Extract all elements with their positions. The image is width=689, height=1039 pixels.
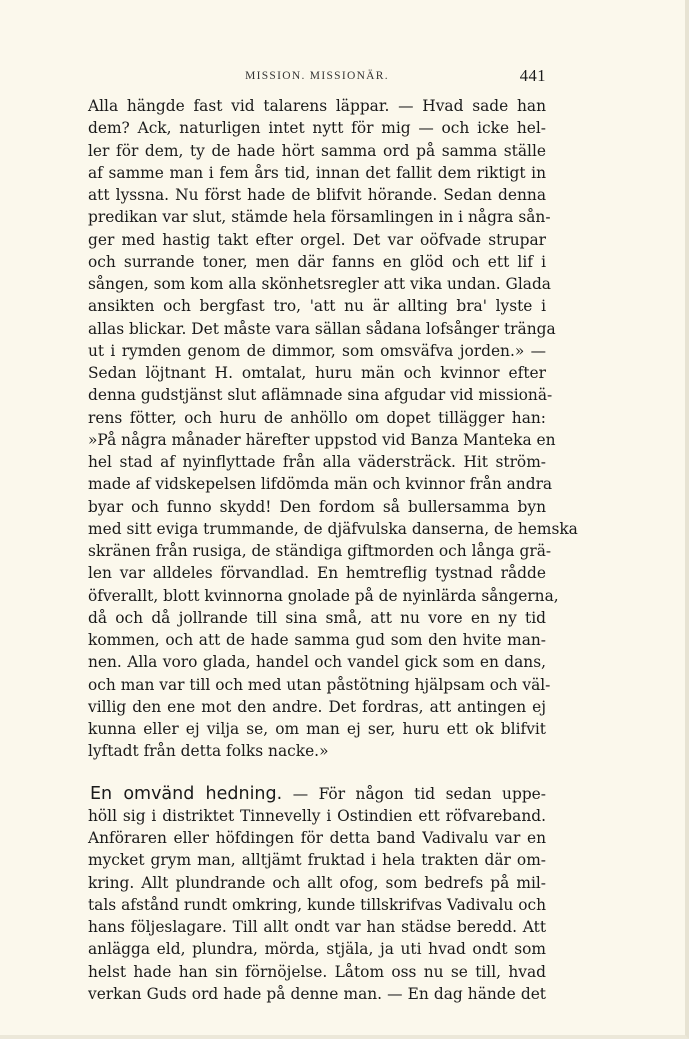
text-line: då och då jollrande till sina små, att nu vore en ny tid bbox=[88, 608, 546, 627]
section-first-line-text: — För någon tid sedan uppe- bbox=[292, 784, 546, 803]
text-line: ansikten och bergfast tro, 'att nu är allting bra' lyste i bbox=[88, 297, 546, 316]
text-line: villig den ene mot den andre. Det fordras, att antingen ej bbox=[88, 697, 546, 716]
text-line: Alla hängde fast vid talarens läppar. — Hvad sade han bbox=[88, 97, 546, 115]
text-line: öfverallt, blott kvinnorna gnolade på de nyinlärda sångerna, bbox=[88, 586, 559, 605]
text-line: höll sig i distriktet Tinnevelly i Ostindien ett röfvareband. bbox=[88, 806, 546, 825]
running-head bbox=[88, 66, 546, 86]
text-line: nen. Alla voro glada, handel och vandel gick som en dans, bbox=[88, 653, 546, 672]
text-line: af samme man i fem års tid, innan det fallit dem riktigt in bbox=[88, 163, 546, 182]
text-line: allas blickar. Det måste vara sällan sådana lofsånger tränga bbox=[88, 319, 556, 338]
text-line: hel stad af nyinflyttade från alla vädersträck. Hit ström- bbox=[88, 453, 546, 471]
text-line: kunna eller ej vilja se, om man ej ser, huru ett ok blifvit bbox=[88, 720, 546, 738]
paragraph-spacer bbox=[88, 763, 546, 783]
section-first-line bbox=[88, 783, 546, 805]
text-line: anlägga eld, plundra, mörda, stjäla, ja uti hvad ondt som bbox=[88, 940, 546, 959]
running-title: MISSION. MISSIONÄR. bbox=[245, 70, 389, 82]
text-line: och surrande toner, men där fanns en glöd och ett lif i bbox=[88, 252, 546, 271]
text-line: denna gudstjänst slut aflämnade sina afgudar vid missionä- bbox=[88, 386, 553, 405]
text-line: ut i rymden genom de dimmor, som omsväfva jorden.» — bbox=[88, 341, 546, 360]
text-line: ler för dem, ty de hade hört samma ord på samma ställe bbox=[88, 141, 546, 160]
text-line: skränen från rusiga, de ständiga giftmorden och långa grä- bbox=[88, 542, 552, 560]
text-line: med sitt eviga trummande, de djäfvulska danserna, de hemska bbox=[88, 519, 578, 538]
text-line: »På några månader härefter uppstod vid Banza Manteka en bbox=[88, 430, 556, 449]
text-line: dem? Ack, naturligen intet nytt för mig — och icke hel- bbox=[88, 119, 546, 138]
text-line: hans följeslagare. Till allt ondt var han städse beredd. Att bbox=[88, 918, 546, 936]
text-line: predikan var slut, stämde hela församlingen in i några sån- bbox=[88, 208, 551, 227]
text-line: sången, som kom alla skönhetsregler att vika undan. Glada bbox=[88, 275, 551, 293]
text-line: rens fötter, och huru de anhöllo om dopet tillägger han: bbox=[88, 408, 546, 427]
text-line: lyftadt från detta folks nacke.» bbox=[88, 742, 329, 761]
text-line: kommen, och att de hade samma gud som den hvite man- bbox=[88, 631, 546, 649]
text-line: och man var till och med utan påstötning hjälpsam och väl- bbox=[88, 675, 551, 694]
text-line: kring. Allt plundrande och allt ofog, som bedrefs på mil- bbox=[88, 873, 546, 892]
text-line: helst hade han sin förnöjelse. Låtom oss nu se till, hvad bbox=[88, 962, 546, 981]
paragraph-mission-report bbox=[88, 95, 578, 763]
text-line: made af vidskepelsen lifdömda män och kvinnor från andra bbox=[88, 475, 553, 494]
page-number: 441 bbox=[519, 66, 546, 85]
text-line: att lyssna. Nu först hade de blifvit hörande. Sedan denna bbox=[88, 186, 546, 204]
text-line: len var alldeles förvandlad. En hemtreflig tystnad rådde bbox=[88, 564, 546, 583]
section-converted-heathen bbox=[88, 783, 546, 1006]
section-heading: En omvänd hedning. bbox=[90, 783, 283, 804]
text-line: tals afstånd rundt omkring, kunde tillskrifvas Vadivalu och bbox=[88, 895, 546, 914]
text-line: verkan Guds ord hade på denne man. — En dag hände det bbox=[88, 984, 546, 1003]
text-line: byar och funno skydd! Den fordom så bullersamma byn bbox=[88, 497, 546, 516]
text-line: Sedan löjtnant H. omtalat, huru män och kvinnor efter bbox=[88, 364, 546, 382]
text-line: Anföraren eller höfdingen för detta band Vadivalu var en bbox=[88, 829, 546, 847]
text-line: ger med hastig takt efter orgel. Det var oöfvade strupar bbox=[88, 230, 546, 249]
body-text bbox=[88, 95, 578, 1005]
text-line: mycket grym man, alltjämt fruktad i hela trakten där om- bbox=[88, 851, 546, 870]
